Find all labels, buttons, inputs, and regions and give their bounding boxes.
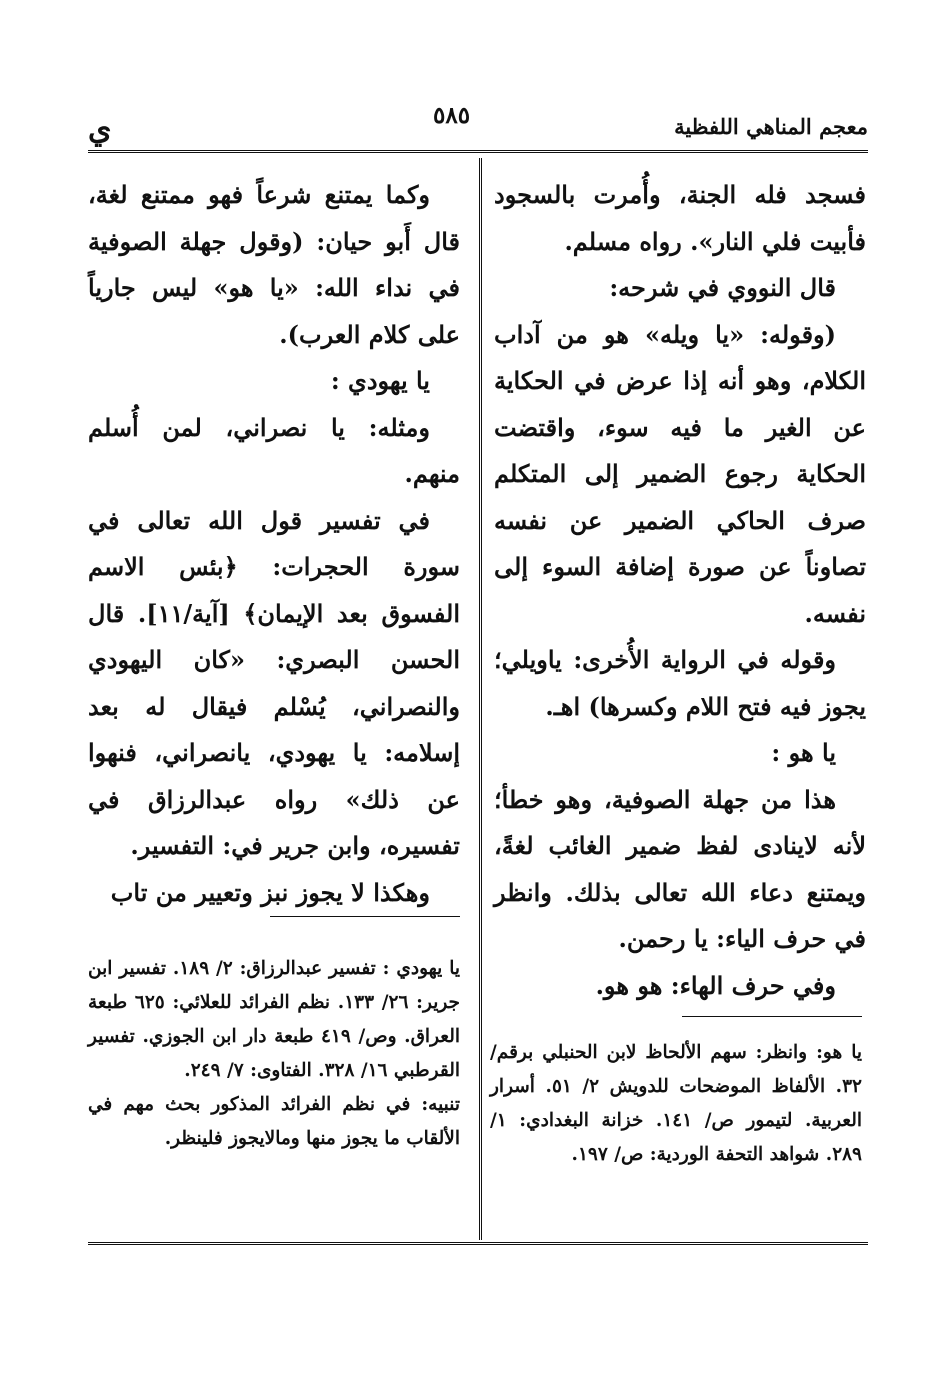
footnote-left-text-2: تنبيه: في نظم الفرائد المذكور بحث مهم في الألقاب ما يجوز منها ومالايجوز فلينظر.	[88, 1094, 460, 1149]
page-number: ٥٨٥	[433, 102, 471, 129]
footnote-separator-left	[270, 916, 460, 917]
right-paragraph-3: (وقوله: «يا ويله» هو من آداب الكلام، وهو أنه إذا عرض في الحكاية عن الغير ما فيه سوء، واقتضت الحكاية رجوع الضمير إلى المتكلم صرف الحاكي الضمير عن نفسه تصاوناً عن صورة إضافة السوء إلى نفسه.	[494, 319, 866, 628]
left-paragraph-1: وكما يمتنع شرعاً فهو ممتنع لغة، قال أَبو حيان: (وقول جهلة الصوفية في نداء الله: «يا هو» ليس جارياً على كلام العرب).	[88, 180, 460, 349]
right-paragraph-5: هذا من جهلة الصوفية، وهو خطأ؛ لأنه لاينادى لفظ ضمير الغائب لغةً، ويمتنع دعاء الله تعالى بذلك. وانظر في حرف الياء: يا رحمن.	[494, 784, 866, 953]
footnote-left-text-1: يا يهودي : تفسير عبدالرزاق: ٢/ ١٨٩. تفسير ابن جرير: ٢٦/ ١٣٣. نظم الفرائد للعلائي: ٦٢٥ طبعة العراق. وص/ ٤١٩ طبعة دار ابن الجوزي. تفسير القرطبي ١٦/ ٣٢٨. الفتاوى: ٧/ ٢٤٩.	[88, 958, 460, 1081]
right-column	[494, 172, 866, 1009]
footnote-right	[490, 1036, 862, 1172]
column-divider	[479, 158, 482, 1240]
left-paragraph-3: في تفسير قول الله تعالى في سورة الحجرات: ﴿بئس الاسم الفسوق بعد الإيمان﴾ [آية/١١]. قال الحسن البصري: «كان اليهودي والنصراني، يُسْلم فيقال له بعد إسلامه: يا يهودي، يانصراني، فنهوا عن ذلك» رواه عبدالرزاق في تفسيره، وابن جرير في: التفسير.	[88, 505, 460, 860]
left-column	[88, 172, 460, 916]
left-paragraph-2: ومثله: يا نصراني، لمن أُسلم منهم.	[88, 412, 460, 488]
right-paragraph-2: قال النووي في شرحه:	[609, 273, 836, 302]
footnote-separator-right	[682, 1016, 862, 1017]
right-paragraph-4: وقوله في الرواية الأُخرى: ياويلي؛ يجوز فيه فتح اللام وكسرها) اهـ.	[494, 645, 866, 721]
page-header	[88, 100, 868, 146]
entry-heading-ya-huwa: يا هو :	[771, 738, 836, 767]
section-letter: ي	[88, 112, 112, 147]
left-paragraph-4: وهكذا لا يجوز نبز وتعيير من تاب	[110, 877, 430, 907]
right-paragraph-6: وفي حرف الهاء: هو هو.	[595, 970, 836, 1000]
footer-rule	[88, 1242, 868, 1245]
running-title: معجم المناهي اللفظية	[674, 114, 868, 139]
right-paragraph-1: فسجد فله الجنة، وأُمرت بالسجود فأبيت فلي النار». رواه مسلم.	[494, 180, 866, 256]
entry-heading-ya-yahudi: يا يهودي :	[330, 366, 430, 395]
footnote-left	[88, 952, 460, 1156]
footnote-right-text: يا هو: وانظر: سهم الألحاظ لابن الحنبلي برقم/ ٣٢. الألفاظ الموضحات للدويش ٢/ ٥١. أسرار العربية. لتيمور ص/ ١٤١. خزانة البغدادي: ١/ ٢٨٩. شواهد التحفة الوردية: ص/ ١٩٧.	[490, 1042, 862, 1165]
header-rule	[88, 150, 868, 153]
